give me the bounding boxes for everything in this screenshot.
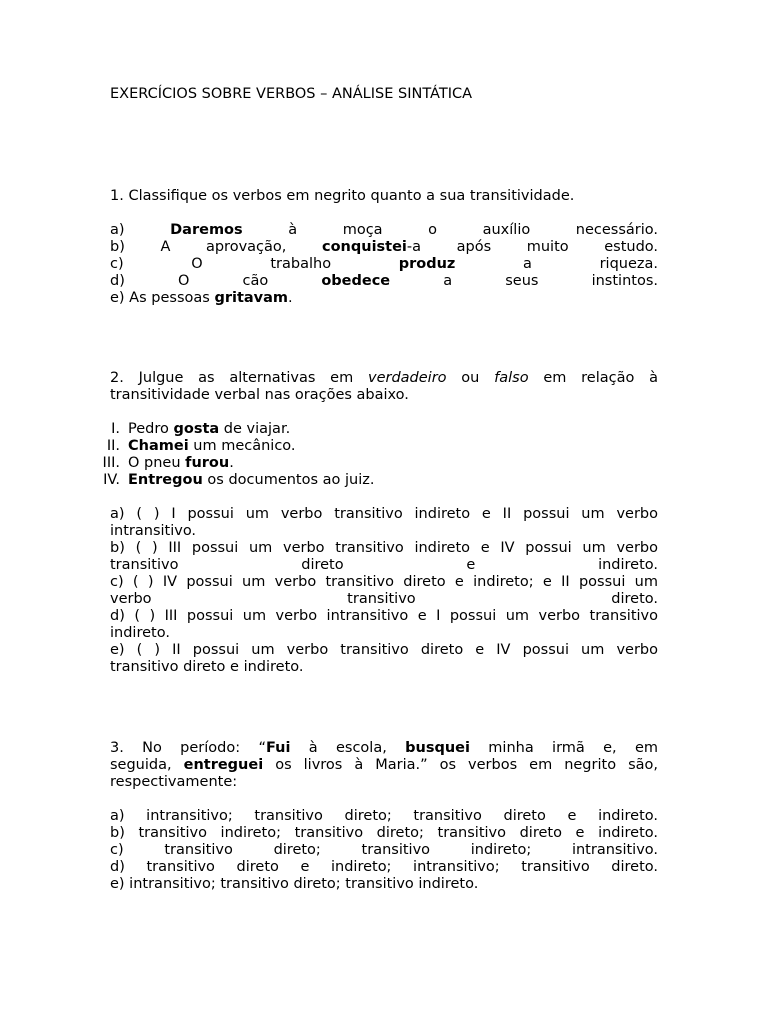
option-c: c) ( ) IV possui um verbo transitivo direto e indireto; e II possui um xyxy=(110,574,658,590)
statement-4: IV. Entregou os documentos ao juiz. xyxy=(103,472,375,488)
question-3-line-1: 3. No período: “Fui à escola, busquei minha irmã e, em xyxy=(110,740,658,756)
option-b: b) transitivo indireto; transitivo direto; transitivo direto e indireto. xyxy=(110,825,658,841)
option-d: d) transitivo direto e indireto; intransitivo; transitivo direto. xyxy=(110,859,658,875)
statement-2: II. Chamei um mecânico. xyxy=(106,438,296,454)
page-title: EXERCÍCIOS SOBRE VERBOS – ANÁLISE SINTÁTICA xyxy=(110,86,473,102)
item-b: b) A aprovação, conquistei-a após muito estudo. xyxy=(110,239,658,255)
question-3: 3. No período: “Fui à escola, busquei minha irmã e, em seguida, entreguei os livros à Maria.” os verbos em negrito são, respectivamente: xyxy=(110,740,658,790)
question-1-items xyxy=(110,222,658,307)
question-1-prompt: 1. Classifique os verbos em negrito quanto a sua transitividade. xyxy=(110,188,575,204)
question-1 xyxy=(110,188,658,205)
question-2-statements xyxy=(102,421,658,489)
option-a: a) ( ) I possui um verbo transitivo indireto e II possui um verbo xyxy=(110,506,658,522)
option-b: b) ( ) III possui um verbo transitivo indireto e IV possui um verbo xyxy=(110,540,658,556)
item-a: a) Daremos à moça o auxílio necessário. xyxy=(110,222,659,238)
option-e: e) ( ) II possui um verbo transitivo direto e IV possui um verbo xyxy=(110,642,658,658)
statement-3: III. O pneu furou. xyxy=(102,455,234,471)
item-e: e) As pessoas gritavam. xyxy=(110,290,293,306)
item-c: c) O trabalho produz a riqueza. xyxy=(110,256,658,272)
question-2-options: a) ( ) I possui um verbo transitivo indireto e II possui um verbo intransitivo. b) ( ) III possui um verbo transitivo indireto e IV possui um verbo transitivo direto e indireto. c) ( ) IV possui um verbo transitivo direto e indireto; e II possui um verbo transitivo direto. d) ( ) III possui um verbo intransitivo e I possui um verbo transitivo indireto. e) ( ) II possui um verbo transitivo direto e IV possui um verbo transitivo direto e indireto. xyxy=(110,506,658,675)
question-2: 2. Julgue as alternativas em verdadeiro ou falso em relação à transitividade verbal nas orações abaixo. xyxy=(110,370,659,403)
option-e: e) intransitivo; transitivo direto; transitivo indireto. xyxy=(110,876,479,892)
item-d: d) O cão obedece a seus instintos. xyxy=(110,273,658,289)
option-d: d) ( ) III possui um verbo intransitivo e I possui um verbo transitivo xyxy=(110,608,658,624)
question-3-line-2: seguida, entreguei os livros à Maria.” os verbos em negrito são, xyxy=(110,757,658,773)
statement-1: I. Pedro gosta de viajar. xyxy=(111,421,291,437)
question-3-options xyxy=(110,808,658,893)
option-c: c) transitivo direto; transitivo indireto; intransitivo. xyxy=(110,842,658,858)
question-2-intro: 2. Julgue as alternativas em verdadeiro ou falso em relação à xyxy=(110,370,659,386)
option-a: a) intransitivo; transitivo direto; transitivo direto e indireto. xyxy=(110,808,658,824)
